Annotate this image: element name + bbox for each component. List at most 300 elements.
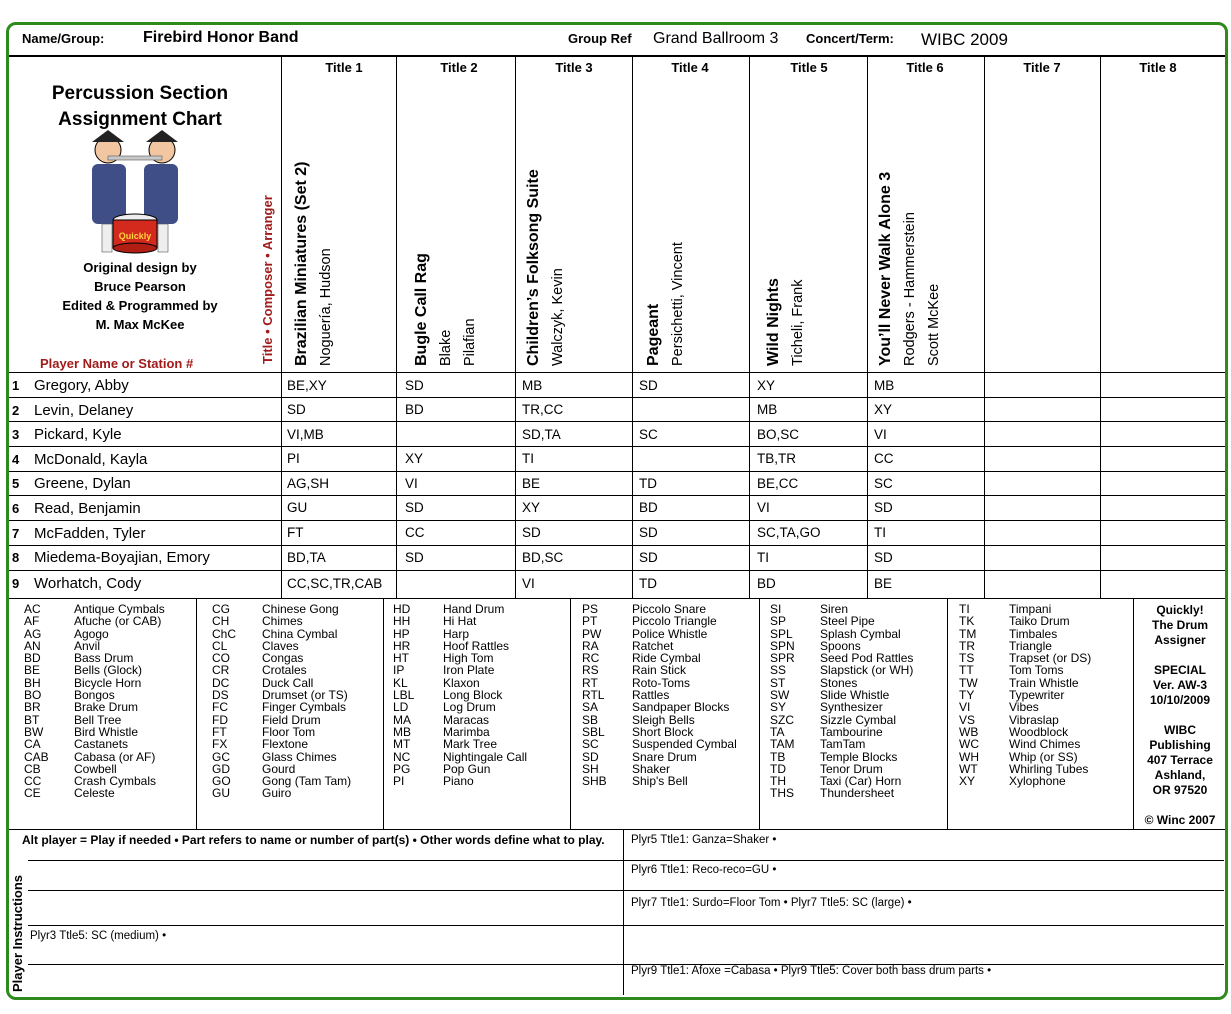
grid-line bbox=[396, 56, 397, 599]
legend-column bbox=[582, 603, 737, 787]
legend-code: GO bbox=[212, 774, 231, 789]
assignment-cell: SD bbox=[405, 500, 424, 515]
legend-entry bbox=[212, 664, 351, 676]
legend-code: MA bbox=[393, 712, 411, 727]
assignment-cell: SD bbox=[639, 550, 658, 565]
grid-line bbox=[9, 545, 1225, 546]
legend-entry bbox=[770, 615, 913, 627]
legend-column bbox=[393, 603, 527, 787]
grid-line bbox=[9, 570, 1225, 571]
piece-title-2-composer: Blake bbox=[438, 329, 454, 366]
legend-name: Rain Stick bbox=[632, 663, 687, 678]
legend-entry bbox=[212, 787, 351, 799]
legend-name: Typewriter bbox=[1009, 688, 1065, 703]
legend-code: SZC bbox=[770, 712, 794, 727]
assignment-cell: BE,XY bbox=[287, 378, 327, 393]
legend-code: TS bbox=[959, 651, 975, 666]
legend-code: FT bbox=[212, 724, 227, 739]
legend-name: Long Block bbox=[443, 688, 503, 703]
legend-code: SB bbox=[582, 712, 599, 727]
drummers-illustration bbox=[78, 128, 192, 258]
legend-entry bbox=[212, 738, 351, 750]
legend-name: Slide Whistle bbox=[820, 688, 890, 703]
legend-name: Celeste bbox=[74, 786, 115, 801]
grid-line bbox=[9, 598, 1225, 599]
grid-line bbox=[383, 599, 384, 829]
legend-code: TW bbox=[959, 675, 978, 690]
legend-code: CO bbox=[212, 651, 230, 666]
group-ref-label: Group Ref bbox=[568, 31, 632, 46]
legend-name: Mark Tree bbox=[443, 737, 498, 752]
credit-line4: M. Max McKee bbox=[95, 317, 185, 332]
name-group-value: Firebird Honor Band bbox=[143, 29, 299, 46]
legend-entry bbox=[582, 738, 737, 750]
column-header-2: Title 2 bbox=[440, 60, 478, 75]
legend-code: XY bbox=[959, 774, 976, 789]
legend-name: Slapstick (or WH) bbox=[820, 663, 914, 678]
column-header-4: Title 4 bbox=[671, 60, 709, 75]
legend-code: SW bbox=[770, 688, 790, 703]
player-number: 1 bbox=[12, 378, 20, 393]
legend-column bbox=[212, 603, 351, 800]
legend-name: Claves bbox=[262, 638, 299, 653]
legend-code: KL bbox=[393, 675, 408, 690]
legend-code: SC bbox=[582, 737, 599, 752]
legend-code: PG bbox=[393, 761, 411, 776]
legend-entry bbox=[393, 738, 527, 750]
legend-entry bbox=[393, 615, 527, 627]
legend-entry bbox=[582, 615, 737, 627]
assignment-cell: BD bbox=[757, 576, 776, 591]
legend-code: FX bbox=[212, 737, 228, 752]
legend-name: Nightingale Call bbox=[443, 749, 528, 764]
legend-code: CE bbox=[24, 786, 41, 801]
instruction-line[interactable]: Plyr7 Ttle1: Surdo=Floor Tom • Plyr7 Ttle5: SC (large) • bbox=[631, 897, 912, 909]
player-name-label: Player Name or Station # bbox=[40, 356, 194, 371]
legend-entry bbox=[393, 664, 527, 676]
assignment-cell: PI bbox=[287, 451, 300, 466]
legend-name: Log Drum bbox=[443, 700, 496, 715]
side-text: WIBC bbox=[1164, 723, 1196, 737]
legend-entry bbox=[959, 701, 1091, 713]
legend-name: Chinese Gong bbox=[262, 602, 339, 616]
legend-code: TK bbox=[959, 614, 975, 629]
legend-code: RA bbox=[582, 638, 599, 653]
assignment-cell: SD bbox=[522, 525, 541, 540]
column-header-3: Title 3 bbox=[555, 60, 593, 75]
assignment-cell: GU bbox=[287, 500, 308, 515]
assignment-cell: SD bbox=[874, 500, 893, 515]
legend-name: Piano bbox=[443, 774, 474, 789]
legend-code: SP bbox=[770, 614, 787, 629]
assignment-cell: TI bbox=[757, 550, 769, 565]
legend-entry bbox=[959, 751, 1091, 763]
legend-entry bbox=[770, 664, 913, 676]
legend-entry bbox=[959, 738, 1091, 750]
credit-line3: Edited & Programmed by bbox=[62, 298, 218, 313]
legend-name: High Tom bbox=[443, 651, 494, 666]
grid-line bbox=[9, 495, 1225, 496]
legend-entry bbox=[24, 738, 165, 750]
assignment-cell: SC bbox=[639, 427, 658, 442]
legend-entry bbox=[959, 775, 1091, 787]
player-name: McDonald, Kayla bbox=[34, 451, 148, 468]
player-number: 3 bbox=[12, 427, 20, 442]
legend-name: Tenor Drum bbox=[820, 761, 883, 776]
legend-code: PT bbox=[582, 614, 598, 629]
piece-title-5-name: Wild Nights bbox=[765, 278, 782, 366]
legend-name: Bell Tree bbox=[74, 712, 122, 727]
assignment-cell: SD bbox=[405, 550, 424, 565]
legend-code: GD bbox=[212, 761, 230, 776]
legend-code: CH bbox=[212, 614, 230, 629]
assignment-cell: TI bbox=[522, 451, 534, 466]
chart-title-line2: Assignment Chart bbox=[58, 109, 222, 130]
player-number: 9 bbox=[12, 576, 20, 591]
legend-name: Harp bbox=[443, 626, 470, 641]
grid-line bbox=[9, 471, 1225, 472]
legend-name: Whip (or SS) bbox=[1009, 749, 1078, 764]
grid-line bbox=[28, 964, 1224, 965]
legend-entry bbox=[24, 615, 165, 627]
legend-entry bbox=[582, 775, 737, 787]
legend-name: Thundersheet bbox=[820, 786, 895, 801]
side-text: Assigner bbox=[1154, 633, 1206, 647]
credit-line1: Original design by bbox=[83, 260, 197, 275]
assignment-cell: TR,CC bbox=[522, 402, 564, 417]
legend-name: Finger Cymbals bbox=[262, 700, 347, 715]
legend-entry bbox=[582, 664, 737, 676]
grid-line bbox=[196, 599, 197, 829]
legend-entry bbox=[24, 701, 165, 713]
legend-code: CR bbox=[212, 663, 230, 678]
grid-line bbox=[749, 56, 750, 599]
legend-name: Sandpaper Blocks bbox=[632, 700, 730, 715]
player-number: 8 bbox=[12, 550, 20, 565]
column-header-5: Title 5 bbox=[790, 60, 828, 75]
legend-name: Ride Cymbal bbox=[632, 651, 701, 666]
legend-name: Guiro bbox=[262, 786, 292, 801]
legend-code: WH bbox=[959, 749, 979, 764]
side-text: Ver. AW-3 bbox=[1152, 678, 1207, 692]
legend-code: TM bbox=[959, 626, 977, 641]
player-number: 4 bbox=[12, 452, 20, 467]
assignment-cell: MB bbox=[874, 378, 895, 393]
legend-code: SPR bbox=[770, 651, 795, 666]
legend-name: Glass Chimes bbox=[262, 749, 337, 764]
legend-entry bbox=[24, 751, 165, 763]
assignment-cell: XY bbox=[874, 402, 893, 417]
legend-entry bbox=[582, 701, 737, 713]
legend-code: AG bbox=[24, 626, 42, 641]
grid-line bbox=[1100, 56, 1101, 599]
assignment-cell: TB,TR bbox=[757, 451, 796, 466]
legend-code: TI bbox=[959, 602, 970, 616]
legend-name: Taiko Drum bbox=[1009, 614, 1070, 629]
assignment-cell: VI,MB bbox=[287, 427, 324, 442]
assignment-cell: VI bbox=[405, 476, 418, 491]
legend-code: TR bbox=[959, 638, 975, 653]
legend-name: Congas bbox=[262, 651, 304, 666]
legend-name: Afuche (or CAB) bbox=[74, 614, 162, 629]
legend-code: RS bbox=[582, 663, 599, 678]
legend-code: PS bbox=[582, 602, 599, 616]
player-instructions-label: Player Instructions bbox=[10, 874, 25, 992]
legend-name: Gong (Tam Tam) bbox=[262, 774, 352, 789]
legend-entry bbox=[24, 787, 165, 799]
legend-name: Whirling Tubes bbox=[1009, 761, 1089, 776]
assignment-cell: SD,TA bbox=[522, 427, 561, 442]
legend-code: BD bbox=[24, 651, 41, 666]
legend-code: HR bbox=[393, 638, 411, 653]
grid-line bbox=[28, 890, 1224, 891]
legend-code: TY bbox=[959, 688, 975, 703]
side-text: Quickly! bbox=[1156, 603, 1204, 617]
assignment-cell: SD bbox=[639, 378, 658, 393]
grid-line bbox=[867, 56, 868, 599]
legend-name: Temple Blocks bbox=[820, 749, 898, 764]
legend-code: AN bbox=[24, 638, 41, 653]
grid-line bbox=[9, 446, 1225, 447]
legend-name: Ratchet bbox=[632, 638, 674, 653]
legend-name: Train Whistle bbox=[1009, 675, 1079, 690]
legend-code: AC bbox=[24, 602, 41, 616]
legend-name: Marimba bbox=[443, 724, 490, 739]
piece-title-1-composer: Noguería, Hudson bbox=[318, 248, 334, 366]
legend-code: SBL bbox=[582, 724, 605, 739]
legend-code: WB bbox=[959, 724, 979, 739]
piece-title-5 bbox=[762, 278, 810, 366]
assignment-cell: BD bbox=[405, 402, 424, 417]
legend-name: Anvil bbox=[74, 638, 101, 653]
grid-line bbox=[9, 372, 1225, 373]
legend-name: Vibraslap bbox=[1009, 712, 1059, 727]
player-name: McFadden, Tyler bbox=[34, 525, 146, 542]
assignment-cell: XY bbox=[757, 378, 776, 393]
legend-entry bbox=[770, 787, 913, 799]
legend-code: NC bbox=[393, 749, 411, 764]
legend-name: Tom Toms bbox=[1009, 663, 1064, 678]
legend-code: BH bbox=[24, 675, 41, 690]
instruction-line[interactable]: Plyr9 Ttle1: Afoxe =Cabasa • Plyr9 Ttle5: Cover both bass drum parts • bbox=[631, 965, 992, 977]
piece-title-2-arranger: Pilafian bbox=[462, 318, 478, 366]
grid-line bbox=[570, 599, 571, 829]
assignment-cell: VI bbox=[874, 427, 887, 442]
legend-code: CAB bbox=[24, 749, 49, 764]
legend-entry bbox=[212, 701, 351, 713]
header-divider bbox=[9, 55, 1225, 57]
legend-name: Short Block bbox=[632, 724, 694, 739]
legend-name: Triangle bbox=[1009, 638, 1052, 653]
legend-code: TH bbox=[770, 774, 786, 789]
side-text: 10/10/2009 bbox=[1149, 693, 1211, 707]
legend-code: IP bbox=[393, 663, 405, 678]
legend-name: Suspended Cymbal bbox=[632, 737, 737, 752]
column-header-6: Title 6 bbox=[906, 60, 944, 75]
instruction-line[interactable]: Plyr5 Ttle1: Ganza=Shaker • bbox=[631, 834, 777, 846]
legend-code: SPN bbox=[770, 638, 795, 653]
legend-name: Flextone bbox=[262, 737, 309, 752]
legend-code: HT bbox=[393, 651, 409, 666]
legend-column bbox=[24, 603, 165, 800]
legend-code: CG bbox=[212, 602, 230, 616]
assignment-cell: SC bbox=[874, 476, 893, 491]
legend-entry bbox=[24, 664, 165, 676]
legend-name: Iron Plate bbox=[443, 663, 495, 678]
legend-code: DS bbox=[212, 688, 229, 703]
assignment-cell: BE bbox=[522, 476, 541, 491]
assignment-cell: MB bbox=[757, 402, 778, 417]
grid-line bbox=[759, 599, 760, 829]
piece-title-1 bbox=[290, 162, 338, 367]
assignment-cell: BO,SC bbox=[757, 427, 800, 442]
assignment-cell: TI bbox=[874, 525, 886, 540]
piece-title-4-name: Pageant bbox=[645, 303, 662, 366]
legend-code: FC bbox=[212, 700, 228, 715]
player-name: Gregory, Abby bbox=[34, 377, 129, 394]
legend-code: WC bbox=[959, 737, 979, 752]
legend-name: Xylophone bbox=[1009, 774, 1066, 789]
legend-entry bbox=[770, 701, 913, 713]
legend-name: Ship's Bell bbox=[632, 774, 688, 789]
legend-code: GC bbox=[212, 749, 230, 764]
legend-code: CB bbox=[24, 761, 41, 776]
legend-name: Timpani bbox=[1009, 602, 1052, 616]
legend-code: TD bbox=[770, 761, 786, 776]
grid-line bbox=[281, 56, 282, 599]
piece-title-5-composer: Ticheli, Frank bbox=[790, 279, 806, 366]
drum-label: Quickly bbox=[118, 231, 152, 241]
legend-entry bbox=[393, 751, 527, 763]
legend-entry bbox=[393, 701, 527, 713]
legend-code: TAM bbox=[770, 737, 795, 752]
piece-title-4-composer: Persichetti, Vincent bbox=[670, 242, 686, 366]
legend-name: Tambourine bbox=[820, 724, 883, 739]
instruction-line[interactable]: Plyr3 Ttle5: SC (medium) • bbox=[30, 930, 167, 942]
legend-name: Synthesizer bbox=[820, 700, 883, 715]
grid-line bbox=[28, 925, 1224, 926]
legend-name: Antique Cymbals bbox=[74, 602, 165, 616]
piece-title-6-composer: Rodgers - Hammerstein bbox=[902, 212, 918, 366]
legend-code: FD bbox=[212, 712, 228, 727]
concert-term-value: WIBC 2009 bbox=[921, 30, 1008, 49]
assignment-cell: SD bbox=[287, 402, 306, 417]
legend-name: Wind Chimes bbox=[1009, 737, 1081, 752]
piece-title-6-arranger: Scott McKee bbox=[926, 283, 942, 366]
legend-name: Shaker bbox=[632, 761, 671, 776]
assignment-cell: XY bbox=[405, 451, 424, 466]
legend-code: TT bbox=[959, 663, 974, 678]
assignment-cell: BD,TA bbox=[287, 550, 326, 565]
assignment-cell: VI bbox=[757, 500, 770, 515]
assignment-cell: XY bbox=[522, 500, 541, 515]
piece-title-3-composer: Walczyk, Kevin bbox=[550, 268, 566, 366]
side-text: Publishing bbox=[1149, 738, 1211, 752]
legend-code: SPL bbox=[770, 626, 793, 641]
legend-name: Spoons bbox=[820, 638, 861, 653]
assignment-cell: BE bbox=[874, 576, 893, 591]
piece-title-1-name: Brazilian Miniatures (Set 2) bbox=[293, 161, 310, 366]
legend-code: SHB bbox=[582, 774, 607, 789]
legend-name: Vibes bbox=[1009, 700, 1039, 715]
player-name: Worhatch, Cody bbox=[34, 575, 142, 592]
legend-name: Woodblock bbox=[1009, 724, 1069, 739]
assignment-cell: BD bbox=[639, 500, 658, 515]
assignment-cell: BD,SC bbox=[522, 550, 564, 565]
legend-entry bbox=[212, 751, 351, 763]
legend-code: PW bbox=[582, 626, 602, 641]
legend-name: Hoof Rattles bbox=[443, 638, 510, 653]
assignment-cell: SD bbox=[874, 550, 893, 565]
side-text: OR 97520 bbox=[1152, 783, 1208, 797]
legend-code: MT bbox=[393, 737, 411, 752]
legend-name: Drumset (or TS) bbox=[262, 688, 348, 703]
side-text: © Winc 2007 bbox=[1144, 813, 1216, 827]
column-header-7: Title 7 bbox=[1023, 60, 1061, 75]
grid-line bbox=[9, 520, 1225, 521]
legend-name: Stones bbox=[820, 675, 858, 690]
grid-line bbox=[9, 829, 1225, 830]
grid-line bbox=[632, 56, 633, 599]
legend-code: SS bbox=[770, 663, 787, 678]
player-number: 5 bbox=[12, 476, 20, 491]
legend-name: Sizzle Cymbal bbox=[820, 712, 897, 727]
legend-name: Police Whistle bbox=[632, 626, 708, 641]
legend-code: HH bbox=[393, 614, 411, 629]
legend-code: SI bbox=[770, 602, 782, 616]
legend-code: ST bbox=[770, 675, 786, 690]
player-name: Read, Benjamin bbox=[34, 500, 141, 517]
side-text: Ashland, bbox=[1154, 768, 1206, 782]
legend-code: CL bbox=[212, 638, 228, 653]
group-ref-value: Grand Ballroom 3 bbox=[653, 30, 779, 47]
legend-name: Brake Drum bbox=[74, 700, 139, 715]
legend-code: DC bbox=[212, 675, 230, 690]
legend-name: Field Drum bbox=[262, 712, 321, 727]
piece-title-2-name: Bugle Call Rag bbox=[413, 253, 430, 366]
legend-name: Hand Drum bbox=[443, 602, 505, 616]
assignment-cell: AG,SH bbox=[287, 476, 330, 491]
assignment-cell: SD bbox=[405, 378, 424, 393]
side-text: 407 Terrace bbox=[1147, 753, 1213, 767]
assignment-cell: TD bbox=[639, 476, 657, 491]
legend-code: SA bbox=[582, 700, 599, 715]
instruction-line[interactable]: Plyr6 Ttle1: Reco-reco=GU • bbox=[631, 864, 777, 876]
legend-name: Bass Drum bbox=[74, 651, 134, 666]
legend-name: Crotales bbox=[262, 663, 307, 678]
legend-name: Cabasa (or AF) bbox=[74, 749, 156, 764]
side-text: SPECIAL bbox=[1153, 663, 1206, 677]
credit-line2: Bruce Pearson bbox=[94, 279, 186, 294]
piece-title-2 bbox=[410, 253, 482, 366]
grid-line bbox=[623, 829, 624, 995]
legend-name: Siren bbox=[820, 602, 849, 616]
legend-code: LD bbox=[393, 700, 409, 715]
player-number: 7 bbox=[12, 526, 20, 541]
assignment-cell: BE,CC bbox=[757, 476, 799, 491]
legend-name: Castanets bbox=[74, 737, 129, 752]
legend-code: HP bbox=[393, 626, 410, 641]
assignment-cell: TD bbox=[639, 576, 657, 591]
title-composer-arranger-label: Title • Composer • Arranger bbox=[260, 195, 275, 364]
assignment-cell: CC bbox=[874, 451, 894, 466]
player-number: 2 bbox=[12, 403, 20, 418]
legend-name: Agogo bbox=[74, 626, 109, 641]
legend-code: ChC bbox=[212, 626, 237, 641]
assignment-cell: CC bbox=[405, 525, 425, 540]
grid-line bbox=[984, 56, 985, 599]
legend-code: LBL bbox=[393, 688, 415, 703]
